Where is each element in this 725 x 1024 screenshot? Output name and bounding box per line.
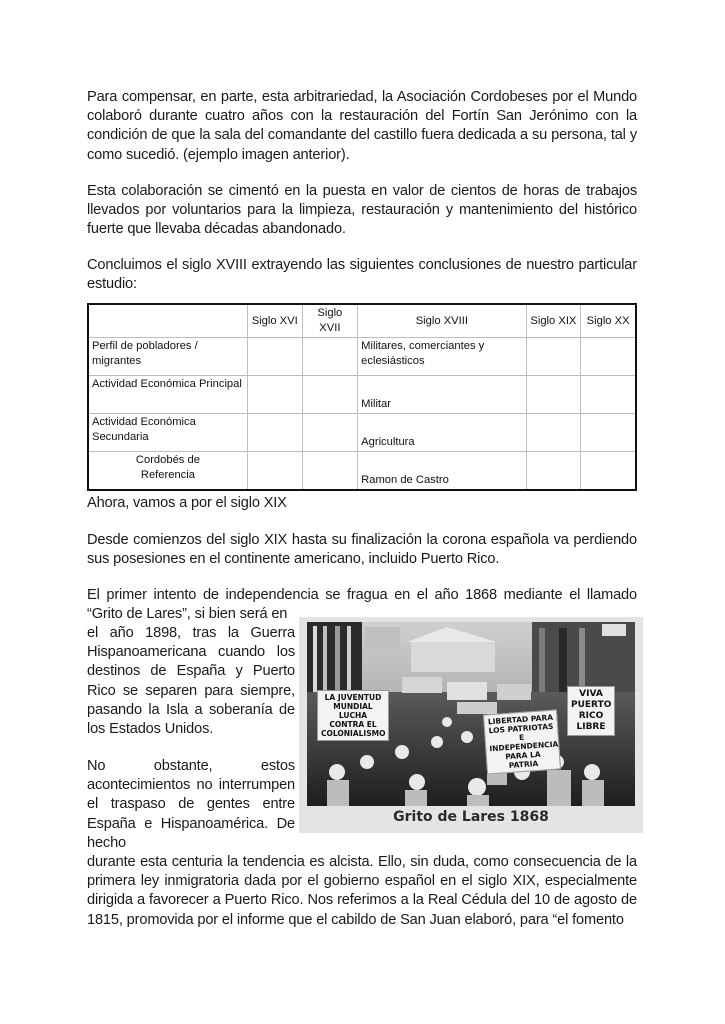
- sign-juventud: LA JUVENTUD MUNDIAL LUCHA CONTRA EL COLONIALISMO: [317, 690, 389, 741]
- table-cell: [526, 452, 581, 491]
- table-cell: [581, 376, 636, 414]
- table-cell: [526, 338, 581, 376]
- table-cell: Agricultura: [358, 414, 526, 452]
- protest-photo: [307, 622, 635, 806]
- table-cell: [302, 376, 358, 414]
- table-cell: [526, 414, 581, 452]
- paragraph-primer-intento: El primer intento de independencia se fragua en el año 1868 mediante el llamado: [87, 587, 637, 603]
- table-cell: Militar: [358, 376, 526, 414]
- table-cell: [581, 338, 636, 376]
- line-grito-de-lares: “Grito de Lares”, si bien será en: [87, 606, 288, 622]
- table-cell: [247, 338, 302, 376]
- sign-libertad: LIBERTAD PARA LOS PATRIOTAS E INDEPENDENCIA PARA LA PATRIA: [483, 709, 561, 774]
- table-cell: [247, 452, 302, 491]
- table-row: [88, 338, 636, 376]
- table-row-label: Cordobés de Referencia: [88, 452, 247, 491]
- table-row-label: Actividad Económica Principal: [88, 376, 247, 414]
- table-cell: Militares, comerciantes y eclesiásticos: [358, 338, 526, 376]
- paragraph-colaboracion: Esta colaboración se cimentó en la puesta en valor de cientos de horas de trabajos llevados por voluntarios para la limpieza, restauración y mantenimiento del histórico fuerte que llevaba décadas abandonado.: [87, 183, 637, 238]
- table-cell: [302, 452, 358, 491]
- table-row: [88, 452, 636, 491]
- table-header-cell: [88, 304, 247, 338]
- figure-caption: Grito de Lares 1868: [393, 809, 549, 825]
- sign-viva: VIVA PUERTO RICO LIBRE: [567, 686, 615, 736]
- table-cell: [247, 414, 302, 452]
- paragraph-1898: el año 1898, tras la Guerra Hispanoamericana cuando los destinos de España y Puerto Rico se separen para siempre, pasando la Isla a soberanía de los Estados Unidos.: [87, 625, 295, 738]
- table-cell: [302, 338, 358, 376]
- table-row: [88, 376, 636, 414]
- table-header-cell: Siglo XVIII: [358, 304, 526, 338]
- table-cell: Ramon de Castro: [358, 452, 526, 491]
- table-header-row: [88, 304, 636, 338]
- paragraph-desde-comienzos: Desde comienzos del siglo XIX hasta su finalización la corona española va perdiendo sus posesiones en el continente americano, incluido Puerto Rico.: [87, 532, 637, 568]
- table-cell: [247, 376, 302, 414]
- paragraph-concluimos: Concluimos el siglo XVIII extrayendo las siguientes conclusiones de nuestro particular estudio:: [87, 257, 637, 293]
- paragraph-asociacion: Para compensar, en parte, esta arbitrariedad, la Asociación Cordobeses por el Mundo colaboró durante cuatro años con la restauración del Fortín San Jerónimo con la condición de que la sala del comandante del castillo fuera dedicada a su persona, tal y como sucedió. (ejemplo imagen anterior).: [87, 89, 637, 163]
- grito-de-lares-figure: [299, 617, 643, 833]
- table-cell: [581, 452, 636, 491]
- table-header-cell: Siglo XVI: [247, 304, 302, 338]
- paragraph-ahora: Ahora, vamos a por el siglo XIX: [87, 495, 287, 511]
- table-cell: [526, 376, 581, 414]
- table-cell: [302, 414, 358, 452]
- table-header-cell: Siglo XX: [581, 304, 636, 338]
- table-row: [88, 414, 636, 452]
- paragraph-no-obstante: No obstante, estos acontecimientos no interrumpen el traspaso de gentes entre España e Hispanoamérica. De hecho: [87, 758, 295, 851]
- paragraph-centuria: durante esta centuria la tendencia es alcista. Ello, sin duda, como consecuencia de la primera ley inmigratoria dada por el gobierno español en el siglo XIX, especialmente dirigida a favorecer a Puerto Rico. Nos referimos a la Real Cédula del 10 de agosto de 1815, promovida por el informe que el cabildo de San Juan elaboró, para “el fomento: [87, 854, 637, 928]
- table-row-label: Actividad Económica Secundaria: [88, 414, 247, 452]
- conclusions-table: [87, 303, 637, 491]
- table-header-cell: Siglo XVII: [302, 304, 358, 338]
- table-row-label: Perfil de pobladores / migrantes: [88, 338, 247, 376]
- table-cell: [581, 414, 636, 452]
- table-header-cell: Siglo XIX: [526, 304, 581, 338]
